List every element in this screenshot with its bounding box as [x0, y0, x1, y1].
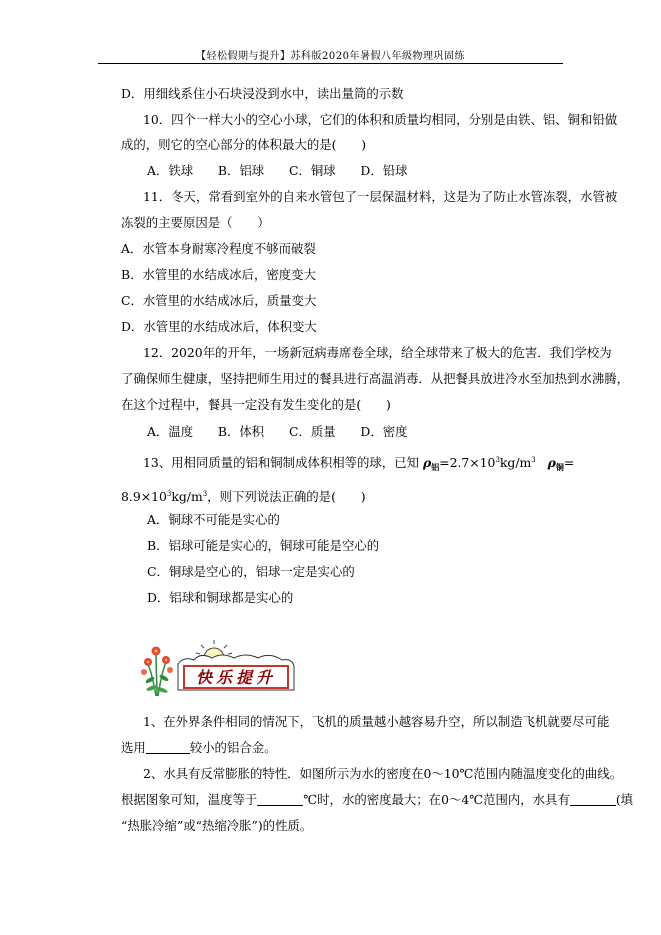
- q13-option-b: B．铝球可能是实心的，铜球可能是空心的: [147, 538, 380, 553]
- rho-cu-exponent: 3: [166, 490, 172, 498]
- q12-options: A．温度 B．体积 C．质量 D．密度: [147, 424, 408, 439]
- rho-symbol: ρ: [422, 455, 432, 470]
- q13-stem-line2: [121, 486, 366, 505]
- rho-cu-unit: kg/m: [171, 489, 203, 504]
- rho-al-exponent: 3: [495, 456, 500, 464]
- rho-al-unit: kg/m: [499, 455, 532, 470]
- q11-stem-line2: 冻裂的主要原因是（ ）: [121, 215, 270, 230]
- q11-option-c: C．水管里的水结成冰后，质量变大: [121, 293, 317, 308]
- p2-text-b2: ℃时，水的密度最大；在0～4: [303, 792, 470, 807]
- rho-cu-equals: =: [563, 455, 575, 470]
- p2-line1: [143, 766, 622, 782]
- p2-line2: [121, 792, 633, 808]
- p2-fill-blank-2[interactable]: [570, 792, 616, 806]
- rho-cu-value: 8.9×10: [121, 489, 167, 504]
- rho-cu-unit-exponent: 3: [202, 490, 208, 498]
- q13-option-d: D．铝球和铜球都是实心的: [147, 590, 294, 605]
- q13-stem-text: 13、用相同质量的铝和铜制成体积相等的球，已知: [143, 455, 419, 470]
- q13-stem-rest: ，则下列说法正确的是( ): [207, 489, 366, 504]
- p1-text-before-blank: 选用: [121, 740, 146, 755]
- p2-fill-blank-1[interactable]: [257, 792, 303, 806]
- p2-text-b3: ℃范围内，水具有: [469, 792, 570, 807]
- rho-cu-subscript: 铜: [555, 462, 564, 472]
- q12-stem-line3: 在这个过程中，餐具一定没有发生变化的是( ): [121, 397, 391, 412]
- flower-icon: [141, 647, 173, 697]
- q13-stem-line1: [143, 452, 574, 475]
- banner-title: 快乐提升: [195, 668, 277, 687]
- page-header: 【轻松假期与提升】苏科版2020年暑假八年级物理巩固练: [196, 51, 465, 62]
- q13-option-c: C．铜球是空心的，铝球一定是实心的: [147, 564, 355, 579]
- q12-stem-line2: 了确保师生健康，坚持把师生用过的餐具进行高温消毒．从把餐具放进冷水至加热到水沸腾，: [121, 371, 630, 386]
- banner-graphic: [134, 640, 304, 698]
- p1-line2: [121, 740, 277, 756]
- q10-stem-line1: 10．四个一样大小的空心小球，它们的体积和质量均相同，分别是由铁、铝、铜和铅做: [143, 112, 618, 127]
- header-rule: [98, 63, 563, 64]
- p2-text-b1: 根据图象可知，温度等于: [121, 792, 258, 807]
- q11-option-b: B．水管里的水结成冰后，密度变大: [121, 267, 316, 282]
- p1-fill-blank[interactable]: [146, 740, 190, 754]
- rho-symbol-cu: ρ: [547, 455, 556, 470]
- p2-line3: “热胀冷缩”或“热缩冷胀”)的性质。: [121, 818, 313, 833]
- rho-al-unit-exponent: 3: [531, 456, 536, 464]
- rho-al-value: =2.7×10: [439, 455, 496, 470]
- p1-text-after-blank: 较小的铝合金。: [189, 740, 277, 755]
- p2-text-b4: (填: [615, 792, 634, 807]
- q10-options: A．铁球 B．铝球 C．铜球 D．铅球: [147, 163, 408, 178]
- q11-option-d: D．水管里的水结成冰后，体积变大: [121, 319, 317, 334]
- q9-option-d: D．用细线系住小石块浸没到水中，读出量筒的示数: [121, 86, 404, 101]
- q10-stem-line2: 成的，则它的空心部分的体积最大的是( ): [121, 137, 367, 152]
- q11-stem-line1: 11．冬天，常看到室外的自来水管包了一层保温材料，这是为了防止水管冻裂，水管被: [143, 189, 618, 204]
- q11-option-a: A．水管本身耐寒冷程度不够而破裂: [121, 241, 316, 256]
- q12-stem-line1: 12．2020年的开年，一场新冠病毒席卷全球，给全球带来了极大的危害．我们学校为: [143, 345, 612, 360]
- q13-option-a: A．铜球不可能是实心的: [147, 512, 280, 527]
- rho-al-subscript: 铝: [431, 462, 440, 472]
- p2-text-a1: 2、水具有反常膨胀的特性．如图所示为水的密度在0～10: [143, 766, 460, 781]
- p2-text-a2: ℃范围内随温度变化的曲线。: [459, 766, 623, 781]
- p1-line1: 1、在外界条件相同的情况下，飞机的质量越小越容易升空，所以制造飞机就要尽可能: [143, 714, 610, 729]
